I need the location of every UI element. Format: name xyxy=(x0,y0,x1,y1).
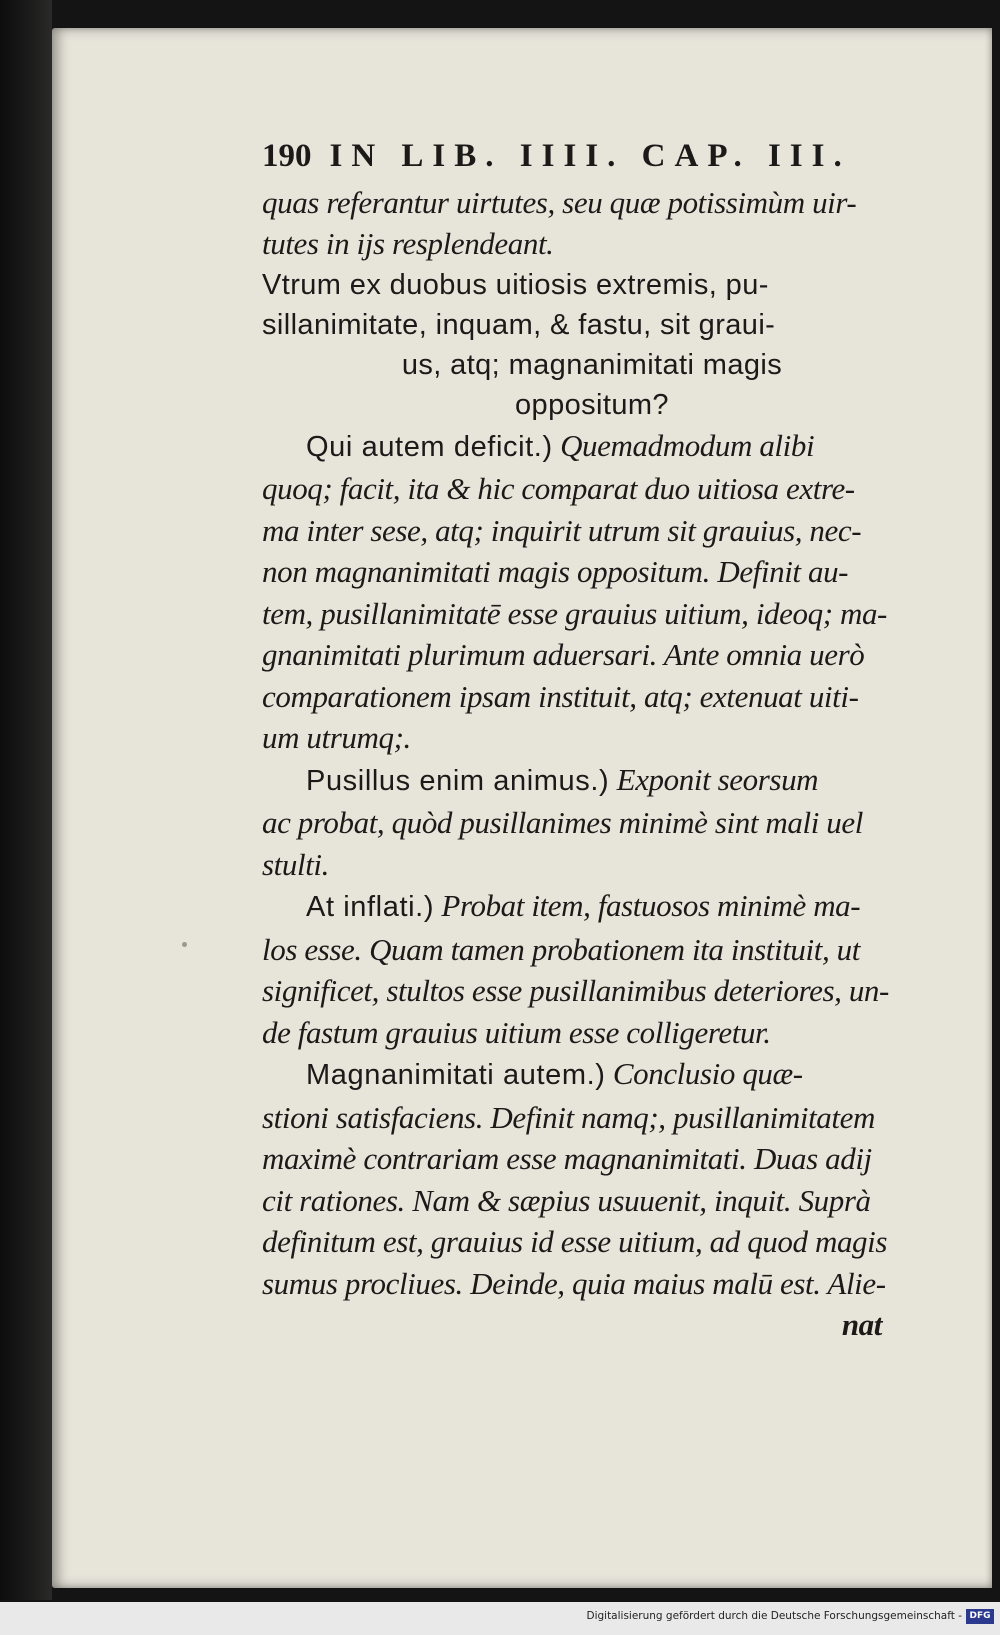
question-heading xyxy=(262,265,922,425)
text-line: non magnanimitati magis oppositum. Definit au- xyxy=(262,554,849,589)
text-line: significet, stultos esse pusillanimibus deteriores, un- xyxy=(262,973,889,1008)
text-line: ac probat, quòd pusillanimes minimè sint mali uel xyxy=(262,805,863,840)
commentary-text: Exponit seorsum xyxy=(609,761,819,797)
text-line xyxy=(262,1053,922,1097)
text-line: stulti. xyxy=(262,846,329,882)
funding-credit: Digitalisierung gefördert durch die Deutsche Forschungsgemeinschaft - xyxy=(586,1610,962,1622)
text-line: comparationem ipsam instituit, atq; extenuat uiti- xyxy=(262,678,859,714)
text-line xyxy=(262,885,922,929)
text-line: oppositum? xyxy=(515,388,669,421)
lemma: Qui autem deficit.) xyxy=(306,430,553,463)
text-line: sumus procliues. Deinde, quia maius malū est. Alie- xyxy=(262,1265,886,1301)
text-line: um utrumq;. xyxy=(262,720,411,755)
text-line xyxy=(262,759,922,803)
text-line: ma inter sese, atq; inquirit utrum sit grauius, nec- xyxy=(262,512,862,548)
text-line: Vtrum ex duobus uitiosis extremis, pu- xyxy=(262,268,769,301)
text-line: de fastum grauius uitium esse colligeretur. xyxy=(262,1014,771,1050)
text-line: quas referantur uirtutes, seu quæ potissimùm uir- xyxy=(262,184,857,220)
commentary-text: Probat item, fastuosos minimè ma- xyxy=(434,888,861,923)
text-line: los esse. Quam tamen probationem ita instituit, ut xyxy=(262,931,860,967)
running-title: IN LIB. IIII. CAP. III. xyxy=(329,138,851,174)
body-lines xyxy=(262,182,922,1305)
text-line: tutes in ijs resplendeant. xyxy=(262,226,554,261)
page-number: 190 xyxy=(262,138,312,174)
commentary-text: Quemadmodum alibi xyxy=(552,427,815,463)
lemma: Magnanimitati autem.) xyxy=(306,1059,606,1091)
text-line: us, atq; magnanimitati magis xyxy=(401,348,783,381)
text-line: gnanimitati plurimum aduersari. Ante omnia uerò xyxy=(262,637,865,672)
lemma: At inflati.) xyxy=(306,891,435,923)
lemma: Pusillus enim animus.) xyxy=(306,764,610,797)
text-line: quoq; facit, ita & hic comparat duo uitiosa extre- xyxy=(262,471,855,506)
text-line: cit rationes. Nam & sæpius usuuenit, inquit. Suprà xyxy=(262,1182,871,1218)
page-text xyxy=(262,136,922,1346)
text-line: tem, pusillanimitatē esse grauius uitium, ideoq; ma- xyxy=(262,595,887,631)
catchword: nat xyxy=(841,1307,882,1342)
commentary-text: Conclusio quæ- xyxy=(605,1056,803,1091)
scan-left-margin xyxy=(0,0,52,1600)
running-head xyxy=(262,136,922,178)
text-line: definitum est, grauius id esse uitium, ad quod magis xyxy=(262,1224,888,1259)
margin-speck xyxy=(182,942,187,947)
dfg-logo: DFG xyxy=(966,1609,994,1624)
text-line: stioni satisfaciens. Definit namq;, pusillanimitatem xyxy=(262,1099,875,1135)
text-line: maximè contrariam esse magnanimitati. Duas adij xyxy=(262,1141,872,1176)
digitization-footer xyxy=(0,1602,1000,1635)
text-line: sillanimitate, inquam, & fastu, sit graui- xyxy=(262,308,776,341)
text-line xyxy=(262,425,922,469)
